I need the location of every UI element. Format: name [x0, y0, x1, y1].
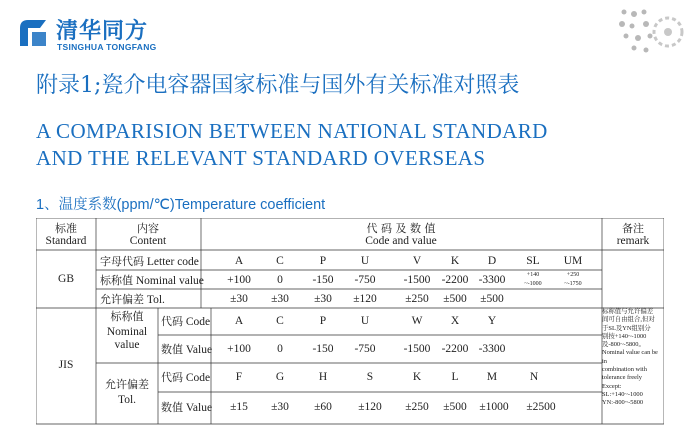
remark-line: SL:+140~-1000 — [602, 390, 643, 398]
page-title-en-line2: AND THE RELEVANT STANDARD OVERSEAS — [36, 146, 486, 170]
jis-nominal-code: Y — [487, 315, 497, 327]
jis-tol-value: ±15 — [230, 401, 248, 413]
logo-mark-icon — [14, 16, 50, 52]
jis-nominal-code: A — [234, 315, 244, 327]
jis-tol-cn: 允许偏差 — [105, 378, 149, 391]
jis-value-label: 数值 Value — [161, 343, 213, 356]
gb-tol-value: ±500 — [443, 293, 467, 305]
page-title-en — [36, 118, 548, 172]
gb-nominal-value: 0 — [277, 274, 283, 286]
jis-tol-value-label: 数值 Value — [161, 401, 213, 414]
gb-tol-value: ±250 — [405, 293, 429, 305]
remark-line: 及-800~-5800。 — [602, 341, 645, 349]
jis-nominal-value: -750 — [354, 343, 376, 355]
gb-tol-label: 允许偏差 Tol. — [100, 293, 165, 306]
decorative-dots-icon — [616, 6, 686, 56]
jis-tol-code: L — [451, 371, 459, 383]
gb-nominal-value: +100 — [227, 274, 251, 286]
gb-sl-upper: +140 — [526, 272, 540, 278]
jis-tol-en: Tol. — [117, 394, 137, 406]
gb-letter-code: K — [450, 255, 460, 267]
gb-tol-value: ±30 — [314, 293, 332, 305]
jis-tol-code-label: 代码 Code — [161, 371, 211, 384]
gb-um-lower: ~-1750 — [564, 281, 582, 287]
gb-letter-code-label: 字母代码 Letter code — [100, 255, 199, 268]
comparison-table — [36, 218, 664, 425]
gb-label: GB — [58, 273, 74, 285]
gb-letter-code: C — [276, 255, 284, 267]
gb-letter-code: A — [234, 255, 244, 267]
header-content-en: Content — [129, 235, 167, 247]
logo-text-cn: 清华同方 — [56, 19, 149, 44]
jis-tol-code: S — [366, 371, 374, 383]
jis-code-label: 代码 Code — [161, 315, 211, 328]
header-code-cn: 代 码 及 数 值 — [366, 222, 436, 235]
jis-nominal-code: C — [276, 315, 284, 327]
jis-tol-value: ±500 — [443, 401, 467, 413]
tongfang-logo — [14, 12, 174, 56]
gb-letter-code: SL — [526, 255, 540, 267]
gb-tol-value: ±120 — [353, 293, 377, 305]
remark-line: Nominal value can be in — [602, 349, 658, 365]
page-title-cn: 附录1;瓷介电容器国家标准与国外有关标准对照表 — [36, 73, 520, 98]
jis-tol-value: ±250 — [405, 401, 429, 413]
jis-nominal-code: U — [360, 315, 370, 327]
remark-line: 标称值与允许偏差 — [602, 308, 654, 315]
gb-tol-value: ±30 — [271, 293, 289, 305]
header-standard-cn: 标准 — [55, 222, 77, 235]
jis-tol-value: ±120 — [358, 401, 382, 413]
jis-nominal-en1: Nominal — [106, 326, 148, 338]
remark-line: 间可自由组合,但对 — [602, 316, 655, 324]
gb-nominal-label: 标称值 Nominal value — [100, 274, 204, 287]
jis-nominal-value: 0 — [277, 343, 283, 355]
gb-nominal-value: -1500 — [403, 274, 431, 286]
gb-letter-code: V — [412, 255, 422, 267]
gb-letter-code: UM — [563, 255, 583, 267]
header-content-cn: 内容 — [137, 222, 159, 235]
jis-tol-value: ±1000 — [479, 401, 509, 413]
remark-line: Except: — [602, 382, 622, 390]
jis-nominal-value: +100 — [227, 343, 251, 355]
jis-nominal-value: -1500 — [403, 343, 431, 355]
remark-line: 于SL及YN组别分 — [602, 324, 651, 332]
gb-letter-code: U — [360, 255, 370, 267]
header-remark-cn: 备注 — [622, 222, 644, 235]
jis-tol-code: F — [235, 371, 243, 383]
gb-nominal-value: -2200 — [441, 274, 469, 286]
jis-tol-code: M — [486, 371, 498, 383]
remark-line: combination with — [602, 366, 647, 374]
gb-letter-code: P — [319, 255, 327, 267]
header-code-en: Code and value — [365, 235, 437, 247]
jis-label: JIS — [58, 359, 74, 371]
jis-tol-code: K — [412, 371, 422, 383]
jis-nominal-en2: value — [114, 339, 140, 351]
jis-tol-value: ±30 — [271, 401, 289, 413]
jis-nominal-value: -2200 — [441, 343, 469, 355]
jis-nominal-cn: 标称值 — [110, 310, 144, 323]
gb-nominal-value: -150 — [312, 274, 334, 286]
jis-tol-value: ±60 — [314, 401, 332, 413]
jis-nominal-code: W — [411, 315, 423, 327]
remark-line: 别按+140~-1000 — [602, 332, 647, 340]
gb-tol-value: ±30 — [230, 293, 248, 305]
gb-nominal-value: -3300 — [478, 274, 506, 286]
section-title: 1、温度系数(ppm/℃)Temperature coefficient — [36, 197, 326, 213]
gb-sl-lower: ~-1000 — [524, 281, 542, 287]
header-remark-en: remark — [616, 235, 650, 247]
jis-tol-code: H — [318, 371, 328, 383]
jis-remark — [602, 308, 664, 408]
jis-nominal-code: P — [319, 315, 327, 327]
header-standard-en: Standard — [45, 235, 87, 247]
jis-nominal-code: X — [450, 315, 460, 327]
gb-letter-code: D — [487, 255, 497, 267]
gb-um-upper: +250 — [566, 272, 580, 278]
jis-tol-code: G — [275, 371, 285, 383]
gb-nominal-value: -750 — [354, 274, 376, 286]
logo-text-en: TSINGHUA TONGFANG — [57, 42, 157, 52]
gb-tol-value: ±500 — [480, 293, 504, 305]
remark-line: YN:-800~-5800 — [602, 399, 644, 407]
remark-line: tolerance freely — [602, 374, 642, 382]
jis-nominal-value: -150 — [312, 343, 334, 355]
jis-nominal-value: -3300 — [478, 343, 506, 355]
jis-tol-value: ±2500 — [526, 401, 556, 413]
page-title-en-line1: A COMPARISION BETWEEN NATIONAL STANDARD — [36, 119, 548, 143]
jis-tol-code: N — [529, 371, 539, 383]
